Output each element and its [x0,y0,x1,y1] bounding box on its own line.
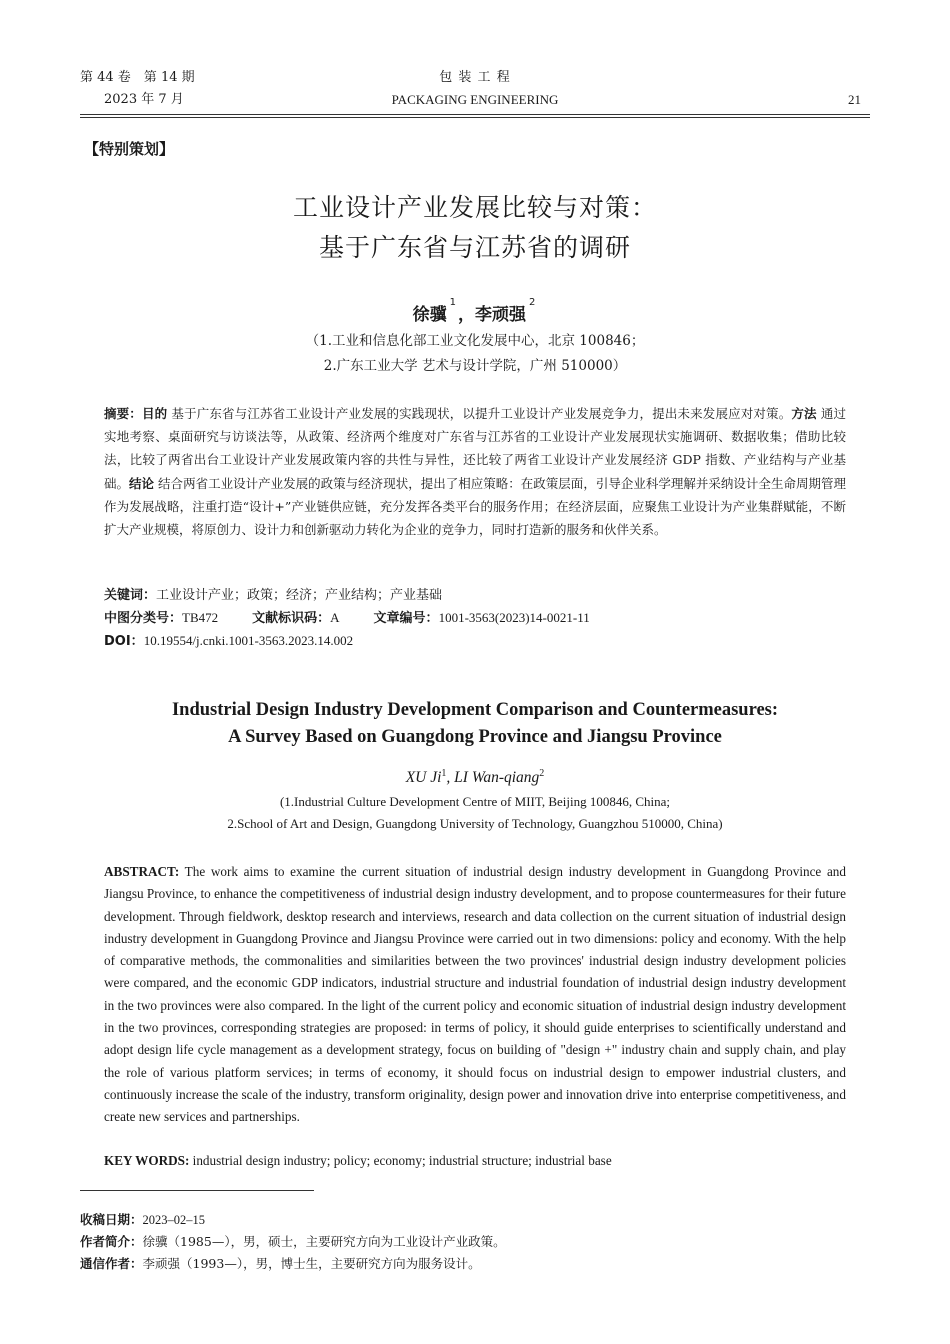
abstract-cn [104,402,846,541]
received-value: 2023–02–15 [142,1213,206,1227]
title-cn-line1: 工业设计产业发展比较与对策： [292,193,657,222]
abstract-en [104,861,846,1129]
received-label: 收稿日期： [80,1212,143,1227]
footnote-rule [80,1190,314,1191]
title-en-line2: A Survey Based on Guangdong Province and Jiangsu Province [228,727,722,747]
keywords-cn-label: 关键词： [104,588,157,603]
author2-en-sup: 2 [539,768,545,779]
doc-code-value: A [330,610,340,625]
objective-label: 目的 [141,406,168,421]
abstract-en-label: ABSTRACT: [104,864,180,879]
section-tag: 【特别策划】 [84,140,175,158]
affiliation-cn-line2: 2.广东工业大学 艺术与设计学院，广州 510000） [323,358,627,374]
author-bio-value: 徐骥（1985—），男，硕士，主要研究方向为工业设计产业政策。 [142,1234,506,1249]
keywords-cn-text: 工业设计产业；政策；经济；产业结构；产业基础 [156,588,443,603]
doi-line [104,630,353,649]
author2-en: LI Wan-qiang [454,769,540,787]
header-rule [80,114,870,115]
footnote-author-bio [80,1232,506,1250]
page-number: 21 [848,92,861,107]
conclusion-label: 结论 [129,475,155,491]
title-cn-line2: 基于广东省与江苏省的调研 [318,233,631,262]
footnote-received [80,1210,205,1228]
header-rule-thin [80,117,870,118]
issue-date: 2023 年 7 月 [104,92,184,107]
keywords-en [104,1153,846,1169]
doi-value: 10.19554/j.cnki.1001-3563.2023.14.002 [143,633,354,648]
journal-name-cn: 包 装 工 程 [439,70,511,85]
author-separator-cn: ， [458,305,475,325]
conclusion-text: 结合两省工业设计产业发展的政策与经济现状，提出了相应策略：在政策层面，引导企业科学理解并采纳设计全生命周期管理作为发展战略，注重打造“设计+”产业链供应链，充分发挥各类平台的服务作用；在经济层面，应聚焦工业设计为产业集群赋能，不断扩大产业规模，将原创力、设计力和创新驱动力转化为企业的竞争力，同时打造新的服务和伙伴关系。 [104,475,846,538]
corresponding-value: 李顽强（1993—），男，博士生，主要研究方向为服务设计。 [142,1256,481,1271]
author1-en: XU Ji [405,769,442,787]
volume-issue: 第 44 卷 第 14 期 [80,70,195,85]
footnote-corresponding [80,1254,481,1272]
keywords-cn [104,584,442,603]
abstract-cn-label: 摘要： [104,406,142,421]
article-no-label: 文章编号： [373,611,439,626]
journal-name-en: PACKAGING ENGINEERING [391,92,559,107]
corresponding-label: 通信作者： [80,1256,143,1271]
author1-en-sup: 1 [441,768,447,779]
affiliation-en-line2: 2.School of Art and Design, Guangdong University of Technology, Guangzhou 510000, China) [227,816,723,831]
doc-code-label: 文献标识码： [252,611,331,626]
methods-text: 通过实地考察、桌面研究与访谈法等，从政策、经济两个维度对广东省与江苏省的工业设计产业发展现状实施调研、数据收集；借助比较法，比较了两省出台工业设计产业发展政策内容的共性与异性，还比较了两省工业设计产业发展经济 GDP 指数、产业结构与产业基础。 [104,406,846,491]
methods-label: 方法 [791,406,817,421]
objective-text: 基于广东省与江苏省工业设计产业发展的实践现状，以提升工业设计产业发展竞争力，提出未来发展应对对策。 [171,406,792,421]
keywords-en-text: industrial design industry; policy; economy; industrial structure; industrial base [192,1153,612,1168]
author1-cn: 徐骥 [412,305,447,325]
abstract-en-text: The work aims to examine the current situation of industrial design industry development in Guangdong Province and Jiangsu Province, to enhance the competitiveness of industrial design industry development, and to propose countermeasures for their future development. Through fieldwork, desktop research and interviews, research and data collection on the current situation of industrial design industry development in Guangdong Province and Jiangsu Province were carried out in two dimensions: policy and economy. With the help of comparative methods, the commonalities and similarities between the two provinces' industrial design industry development policies were compared, and the economic GDP indicators, industrial structure and industrial foundation of industrial design industry development in the two provinces were also compared. In the light of the current policy and economic situation of industrial design industry development in the two provinces, corresponding strategies are proposed: in terms of policy, it should guide enterprises to scientifically understand and adopt design life cycle management as a development strategy, focus on building of "design +" industry chain and supply chain, and play the role of various platform services; in terms of economy, it should focus on industrial design to empower industrial clusters, and continuously increase the scale of the industry, transform originality, design power and innovation drive into enterprise competitiveness, and create new services and partnerships. [104,864,846,1125]
author-bio-label: 作者简介： [80,1234,143,1249]
doi-label: DOI： [104,634,144,649]
authors-cn [0,297,950,325]
author-separator-en: , [446,769,455,787]
clc-label: 中图分类号： [104,611,183,626]
affiliation-en-line1: (1.Industrial Culture Development Centre of MIIT, Beijing 100846, China; [279,794,671,809]
author2-cn: 李顽强 [475,305,526,325]
keywords-en-label: KEY WORDS: [104,1153,190,1168]
author1-cn-sup: 1 [449,297,456,308]
title-en-line1: Industrial Design Industry Development Comparison and Countermeasures: [171,700,779,720]
article-no-value: 1001-3563(2023)14-0021-11 [438,610,590,625]
classification-line [104,607,590,626]
clc-value: TB472 [182,610,219,625]
affiliation-cn-line1: （1.工业和信息化部工业文化发展中心，北京 100846； [305,333,645,349]
author2-cn-sup: 2 [529,297,536,308]
authors-en [0,768,950,787]
